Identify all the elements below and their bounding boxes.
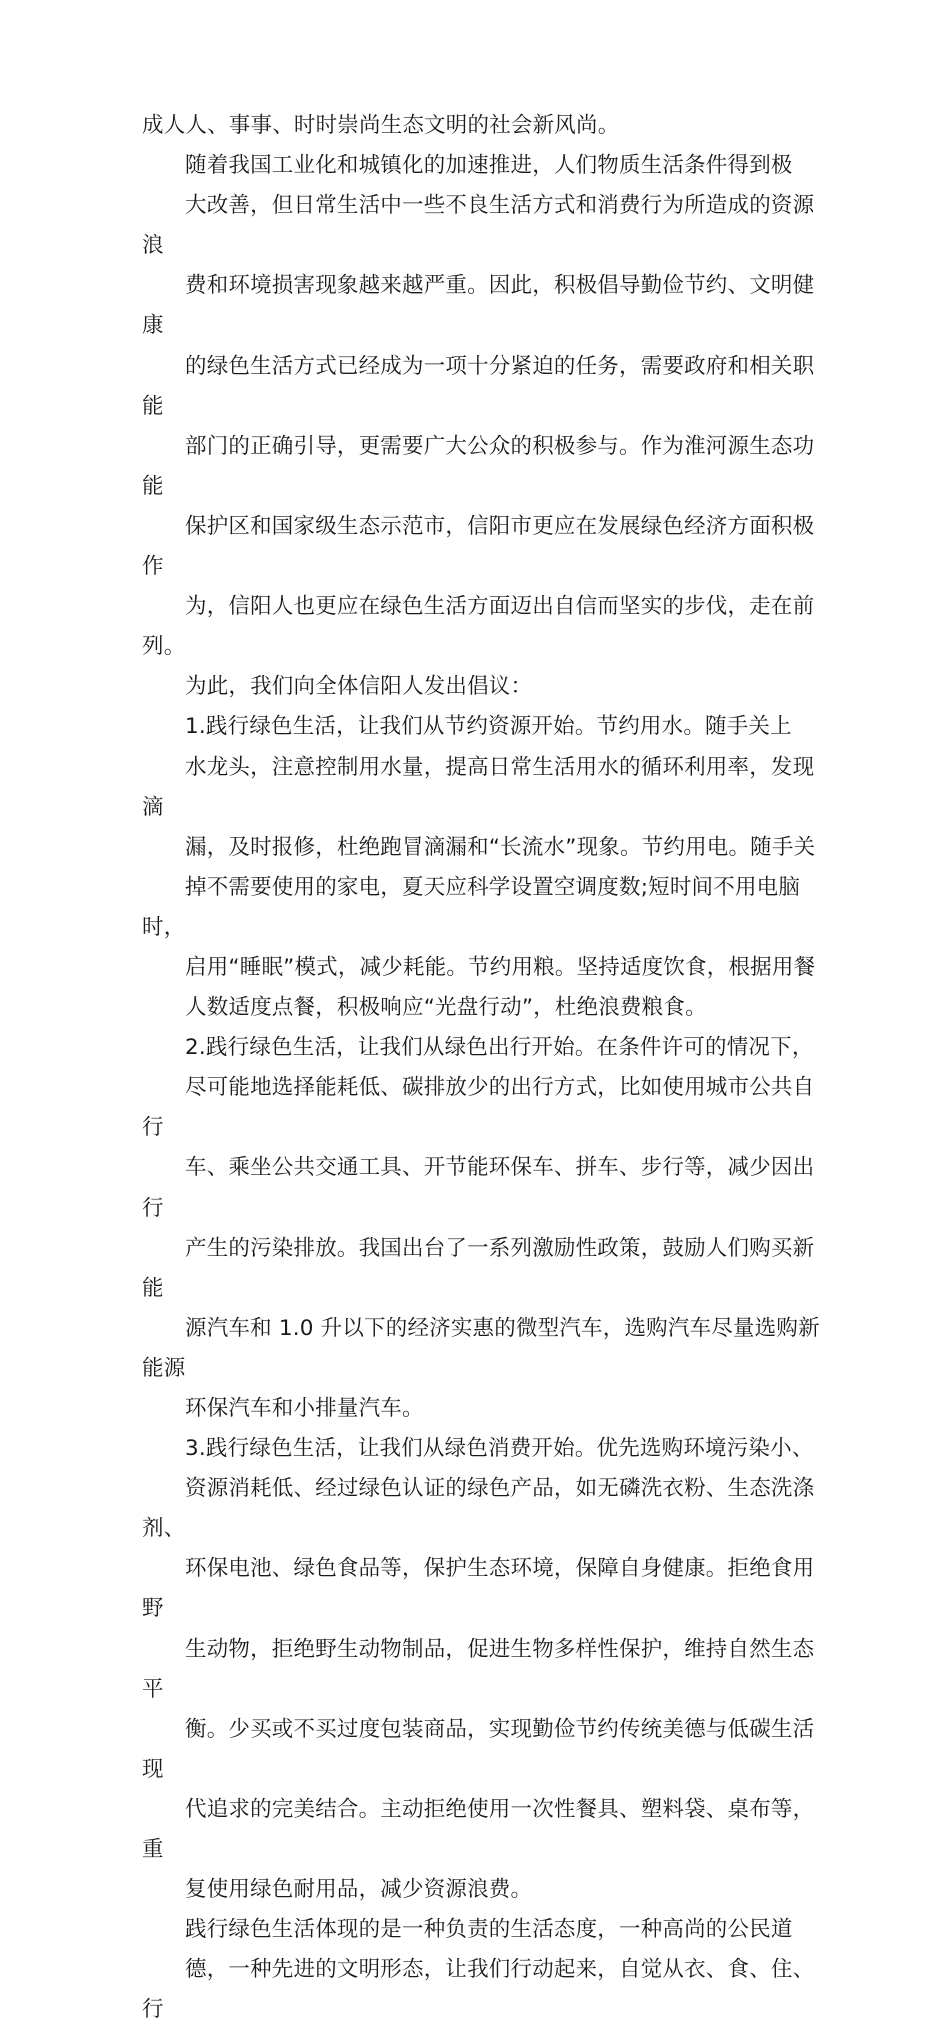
text-line: 源汽车和 1.0 升以下的经济实惠的微型汽车，选购汽车尽量选购新能源 <box>142 1315 820 1381</box>
text-line: 大改善，但日常生活中一些不良生活方式和消费行为所造成的资源浪 <box>142 193 815 259</box>
paragraph <box>142 1910 832 2030</box>
text-line: 践行绿色生活体现的是一种负责的生活态度，一种高尚的公民道 <box>185 1917 793 1943</box>
text-line: 漏，及时报修，杜绝跑冒滴漏和“长流水”现象。节约用电。随手关 <box>185 834 816 860</box>
text-line: 环保汽车和小排量汽车。 <box>185 1396 424 1421</box>
text-line: 复使用绿色耐用品，减少资源浪费。 <box>185 1877 533 1903</box>
text-line: 部门的正确引导，更需要广大公众的积极参与。作为淮河源生态功能 <box>142 433 815 499</box>
text-line: 产生的污染排放。我国出台了一系列激励性政策，鼓励人们购买新能 <box>142 1235 815 1301</box>
text-line: 保护区和国家级生态示范市，信阳市更应在发展绿色经济方面积极作 <box>142 513 815 580</box>
text-line: 费和环境损害现象越来越严重。因此，积极倡导勤俭节约、文明健康 <box>142 273 815 339</box>
text-line: 2.践行绿色生活，让我们从绿色出行开始。在条件许可的情况下， <box>185 1035 814 1061</box>
text-line: 代追求的完美结合。主动拒绝使用一次性餐具、塑料袋、桌布等，重 <box>142 1796 815 1863</box>
text-line: 衡。少买或不买过度包装商品，实现勤俭节约传统美德与低碳生活现 <box>142 1716 815 1782</box>
text-line: 为，信阳人也更应在绿色生活方面迈出自信而坚实的步伐，走在前列。 <box>142 594 815 660</box>
text-line: 车、乘坐公共交通工具、开节能环保车、拼车、步行等，减少因出行 <box>142 1155 815 1221</box>
text-line: 成人人、事事、时时崇尚生态文明的社会新风尚。 <box>142 113 620 138</box>
text-line: 人数适度点餐，积极响应“光盘行动”，杜绝浪费粮食。 <box>185 995 707 1021</box>
text-line: 1.践行绿色生活，让我们从节约资源开始。节约用水。随手关上 <box>185 714 792 740</box>
text-line: 为此，我们向全体信阳人发出倡议： <box>185 674 533 700</box>
text-line: 德，一种先进的文明形态，让我们行动起来，自觉从衣、食、住、行 <box>142 1957 815 2023</box>
text-line: 尽可能地选择能耗低、碳排放少的出行方式，比如使用城市公共自行 <box>142 1075 815 1141</box>
text-line: 启用“睡眠”模式，减少耗能。节约用粮。坚持适度饮食，根据用餐 <box>185 954 816 980</box>
text-line: 的绿色生活方式已经成为一项十分紧迫的任务，需要政府和相关职能 <box>142 353 815 419</box>
text-line: 3.践行绿色生活，让我们从绿色消费开始。优先选购环境污染小、 <box>185 1436 814 1462</box>
paragraph <box>142 707 832 1028</box>
document-body <box>142 106 832 2031</box>
text-line: 水龙头，注意控制用水量，提高日常生活用水的循环利用率，发现滴 <box>142 754 815 820</box>
paragraph <box>142 1429 832 1910</box>
text-line: 生动物，拒绝野生动物制品，促进生物多样性保护，维持自然生态平 <box>142 1636 815 1702</box>
text-line: 环保电池、绿色食品等，保护生态环境，保障自身健康。拒绝食用野 <box>142 1556 815 1622</box>
paragraph <box>142 146 832 707</box>
text-line: 掉不需要使用的家电，夏天应科学设置空调度数;短时间不用电脑时， <box>142 874 801 940</box>
text-line: 随着我国工业化和城镇化的加速推进，人们物质生活条件得到极 <box>185 153 793 179</box>
paragraph <box>142 106 832 146</box>
text-line: 资源消耗低、经过绿色认证的绿色产品，如无磷洗衣粉、生态洗涤剂、 <box>142 1476 815 1542</box>
paragraph <box>142 1028 832 1429</box>
